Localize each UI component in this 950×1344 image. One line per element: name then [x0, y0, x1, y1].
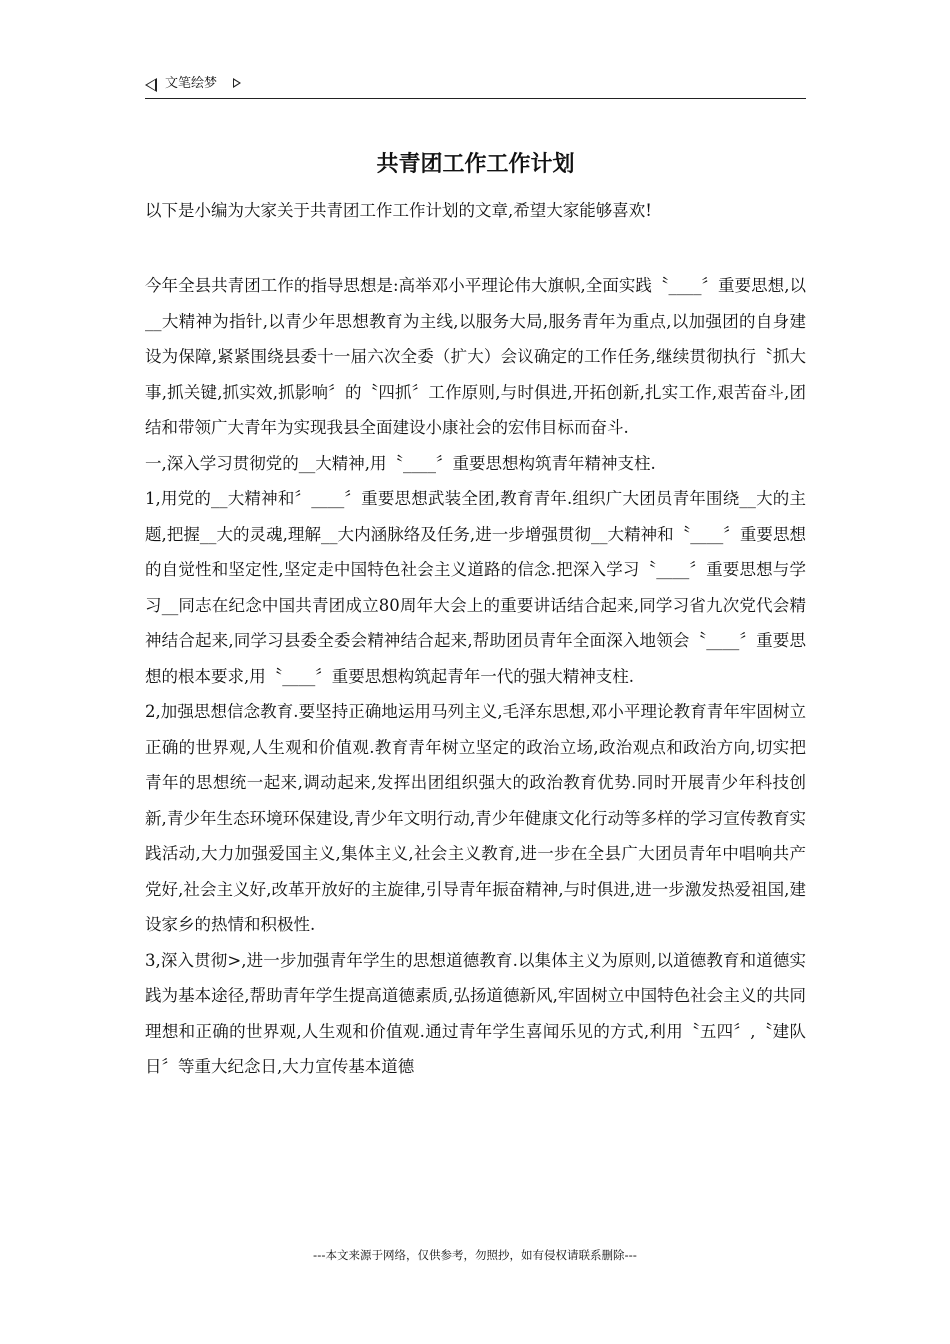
header-title: 文笔绘梦: [165, 76, 218, 91]
section-heading-1: 一,深入学习贯彻党的__大精神,用〝____〞重要思想构筑青年精神支柱.: [145, 453, 656, 473]
left-triangle-icon: [145, 78, 157, 92]
paragraph-item-2: 2,加强思想信念教育.要坚持正确地运用马列主义,毛泽东思想,邓小平理论教育青年牢固树立正确的世界观,人生观和价值观.教育青年树立坚定的政治立场,政治观点和政治方向,切实把青年的思想统一起来,调动起来,发挥出团组织强大的政治教育优势.同时开展青少年科技创新,青少年生态环境环保建设,青少年文明行动,青少年健康文化行动等多样的学习宣传教育实践活动,大力加强爱国主义,集体主义,社会主义教育,进一步在全县广大团员青年中唱响共产党好,社会主义好,改革开放好的主旋律,引导青年振奋精神,与时俱进,进一步激发热爱祖国,建设家乡的热情和积极性.: [145, 702, 806, 934]
document-body: [145, 268, 806, 1085]
intro-text: 以下是小编为大家关于共青团工作工作计划的文章,希望大家能够喜欢!: [145, 201, 652, 220]
page-header: [145, 74, 806, 99]
right-triangle-icon: [233, 78, 241, 88]
footer-notice: ---本文来源于网络，仅供参考，勿照抄，如有侵权请联系删除---: [313, 1248, 637, 1262]
paragraph-item-3: 3,深入贯彻>,进一步加强青年学生的思想道德教育.以集体主义为原则,以道德教育和道德实践为基本途径,帮助青年学生提高道德素质,弘扬道德新风,牢固树立中国特色社会主义的共同理想和正确的世界观,人生观和价值观.通过青年学生喜闻乐见的方式,利用〝五四〞,〝建队日〞等重大纪念日,大力宣传基本道德: [145, 950, 806, 1076]
paragraph-item-1: 1,用党的__大精神和〞____〞重要思想武装全团,教育青年.组织广大团员青年围绕__大的主题,把握__大的灵魂,理解__大内涵脉络及任务,进一步增强贯彻__大精神和〝____〞重要思想的自觉性和坚定性,坚定走中国特色社会主义道路的信念.把深入学习〝____〞重要思想与学习__同志在纪念中国共青团成立80周年大会上的重要讲话结合起来,同学习省九次党代会精神结合起来,同学习县委全委会精神结合起来,帮助团员青年全面深入地领会〝____〞重要思想的根本要求,用〝____〞重要思想构筑起青年一代的强大精神支柱.: [145, 489, 806, 686]
paragraph-guiding-ideology: 今年全县共青团工作的指导思想是:高举邓小平理论伟大旗帜,全面实践〝____〞重要思想,以__大精神为指针,以青少年思想教育为主线,以服务大局,服务青年为重点,以加强团的自身建设为保障,紧紧围绕县委十一届六次全委（扩大）会议确定的工作任务,继续贯彻执行〝抓大事,抓关键,抓实效,抓影响〞的〝四抓〞工作原则,与时俱进,开拓创新,扎实工作,艰苦奋斗,团结和带领广大青年为实现我县全面建设小康社会的宏伟目标而奋斗.: [145, 276, 806, 437]
document-title: 共青团工作工作计划: [376, 152, 575, 177]
